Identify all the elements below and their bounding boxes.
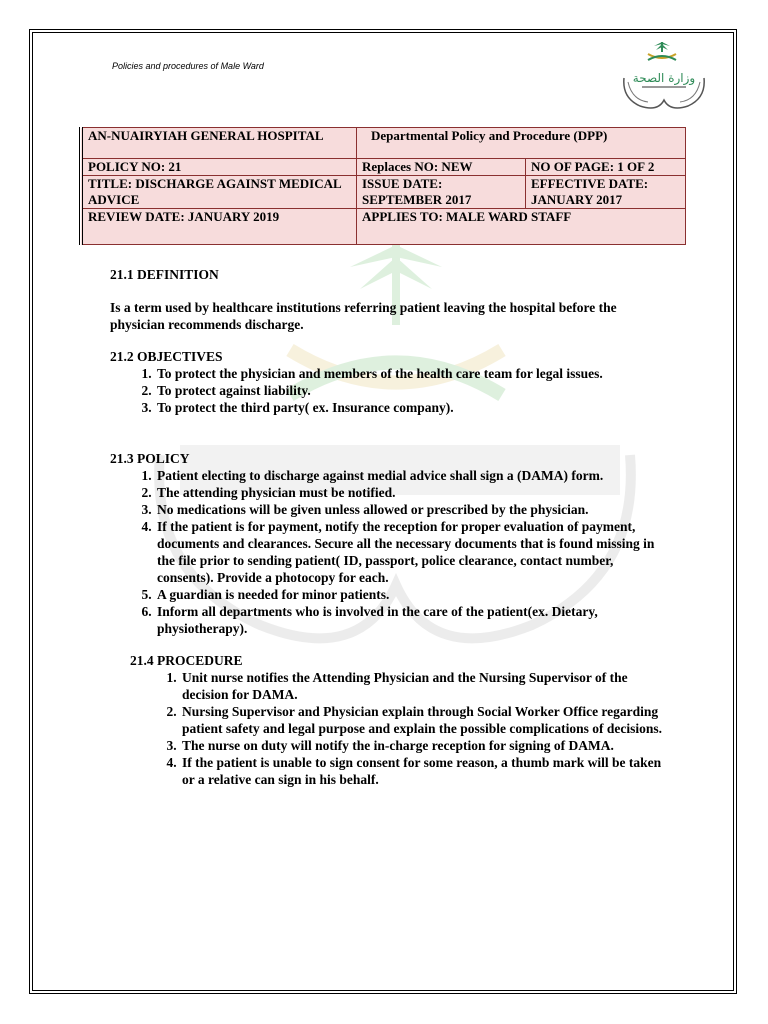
ministry-of-health-logo-icon (618, 38, 710, 118)
replaces-cell: Replaces NO: NEW (357, 159, 526, 176)
list-item: 6. Inform all departments who is involved in the care of the patient(ex. Dietary, physiotherapy). (155, 603, 670, 637)
list-item: 1. To protect the physician and members of the health care team for legal issues. (155, 365, 670, 382)
applies-to-cell: APPLIES TO: MALE WARD STAFF (357, 209, 686, 245)
effective-date-cell: EFFECTIVE DATE: JANUARY 2017 (526, 176, 686, 209)
review-date-cell: REVIEW DATE: JANUARY 2019 (81, 209, 357, 245)
policy-no-cell: POLICY NO: 21 (81, 159, 357, 176)
list-item: 1. Patient electing to discharge against medial advice shall sign a (DAMA) form. (155, 467, 670, 484)
objectives-list (110, 365, 670, 416)
list-item: 3. To protect the third party( ex. Insurance company). (155, 399, 670, 416)
header-title: Policies and procedures of Male Ward (112, 61, 264, 71)
list-item: 1. Unit nurse notifies the Attending Physician and the Nursing Supervisor of the decision for DAMA. (180, 669, 670, 703)
list-item: 4. If the patient is for payment, notify the reception for proper evaluation of payment, documents and clearances. Secure all the necessary documents that is found missing in the file prior to sending patient( ID, passport, police clearance, contact number, consents). Provide a photocopy for each. (155, 518, 670, 586)
hospital-name-cell: AN-NUAIRYIAH GENERAL HOSPITAL (81, 128, 357, 159)
document-body (110, 266, 670, 788)
list-item: 3. The nurse on duty will notify the in-charge reception for signing of DAMA. (180, 737, 670, 754)
policy-meta-table (79, 127, 686, 245)
policy-title-cell: TITLE: DISCHARGE AGAINST MEDICAL ADVICE (81, 176, 357, 209)
procedure-list (130, 669, 670, 788)
policy-list (110, 467, 670, 637)
objectives-heading: 21.2 OBJECTIVES (110, 349, 223, 364)
definition-heading: 21.1 DEFINITION (110, 267, 219, 282)
procedure-heading: 21.4 PROCEDURE (130, 653, 243, 668)
pages-cell: NO OF PAGE: 1 OF 2 (526, 159, 686, 176)
list-item: 2. Nursing Supervisor and Physician explain through Social Worker Office regarding patient safety and legal purpose and explain the possible complications of decisions. (180, 703, 670, 737)
list-item: 4. If the patient is unable to sign consent for some reason, a thumb mark will be taken or a relative can sign in his behalf. (180, 754, 670, 788)
policy-heading: 21.3 POLICY (110, 451, 190, 466)
logo-text: وزارة الصحة (632, 71, 696, 85)
list-item: 5. A guardian is needed for minor patients. (155, 586, 670, 603)
issue-date-cell: ISSUE DATE: SEPTEMBER 2017 (357, 176, 526, 209)
list-item: 2. The attending physician must be notified. (155, 484, 670, 501)
list-item: 2. To protect against liability. (155, 382, 670, 399)
dpp-cell: Departmental Policy and Procedure (DPP) (357, 128, 686, 159)
definition-text: Is a term used by healthcare institutions referring patient leaving the hospital before the physician recommends discharge. (110, 300, 617, 332)
list-item: 3. No medications will be given unless allowed or prescribed by the physician. (155, 501, 670, 518)
